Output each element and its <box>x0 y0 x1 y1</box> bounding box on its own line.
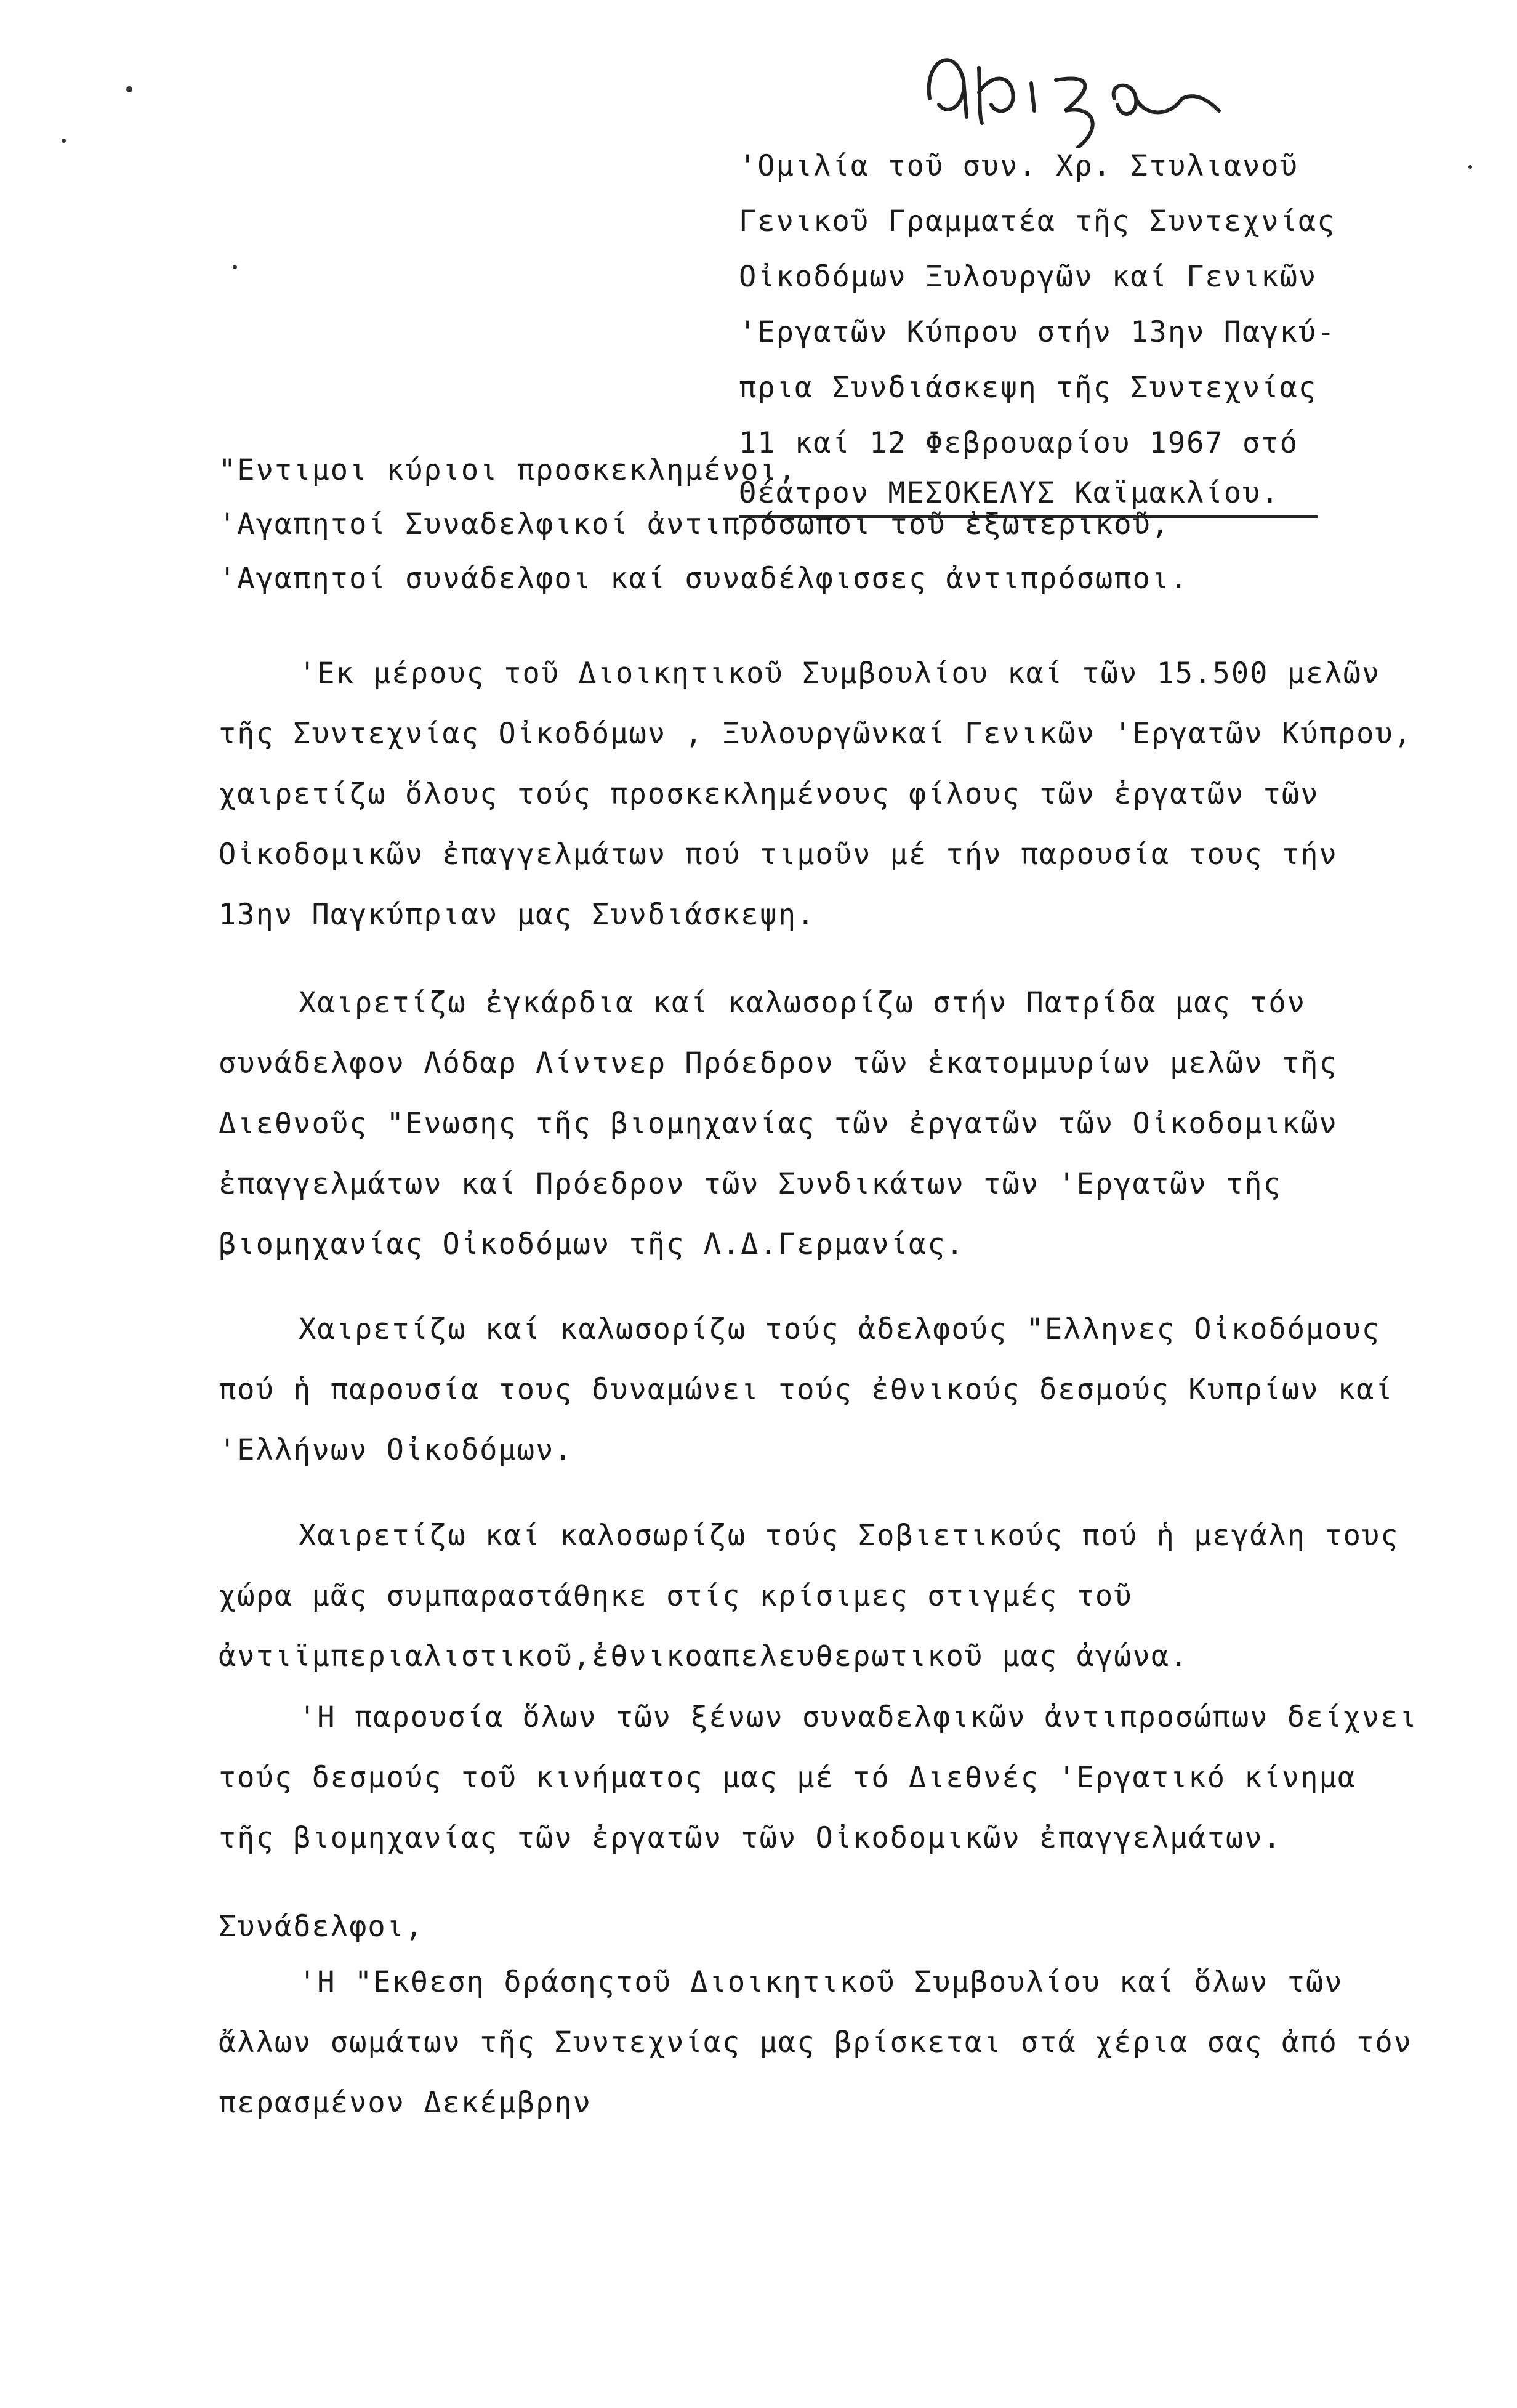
salutation-line: 'Αγαπητοί Συναδελφικοί ἀντιπρόσωποι τοῦ ἐξωτερικοῦ, <box>219 507 1170 541</box>
heading-line: 11 καί 12 Φεβρουαρίου 1967 στό <box>739 426 1298 460</box>
scan-speck <box>62 139 66 143</box>
paragraph: 'Η "Εκθεση δράσηςτοῦ Διοικητικοῦ Συμβουλίου καί ὅλων τῶν ἄλλων σωμάτων τῆς Συντεχνίας μας βρίσκεται στά χέρια σας ἀπό τόν περασμένον Δεκέμβρην <box>219 1965 1412 2120</box>
scan-speck <box>233 265 237 269</box>
salutation-line: 'Αγαπητοί συνάδελφοι καί συναδέλφισσες ἀντιπρόσωποι. <box>219 562 1189 596</box>
salutation-block <box>219 443 1388 606</box>
heading-line-venue: Θέατρον ΜΕΣΟΚΕΛΥΣ Καϊμακλίου. <box>739 471 1318 518</box>
scan-speck <box>126 86 132 92</box>
salutation-line: "Εντιμοι κύριοι προσκεκλημένοι, <box>219 453 797 487</box>
heading-line: πρια Συνδιάσκεψη τῆς Συντεχνίας <box>739 371 1318 405</box>
paragraph: 'Εκ μέρους τοῦ Διοικητικοῦ Συμβουλίου καί τῶν 15.500 μελῶν τῆς Συντεχνίας Οἰκοδόμων , Ξυλουργῶνκαί Γενικῶν 'Εργατῶν Κύπρου, χαιρετίζω ὅλους τούς προσκεκλημένους φίλους τῶν ἐργατῶν τῶν Οἰκοδομικῶν ἐπαγγελμάτων πού τιμοῦν μέ τήν παρουσία τους τήν 13ην Παγκύπριαν μας Συνδιάσκεψη. <box>219 657 1412 932</box>
heading-line: 'Εργατῶν Κύπρου στήν 13ην Παγκύ- <box>739 315 1336 349</box>
heading-line: Οἰκοδόμων Ξυλουργῶν καί Γενικῶν <box>739 260 1318 294</box>
heading-line: 'Ομιλία τοῦ συν. Χρ. Στυλιανοῦ <box>739 149 1298 183</box>
paragraph-address: Συνάδελφοι, <box>219 1910 424 1944</box>
handwritten-annotation <box>911 25 1231 148</box>
paragraph: Χαιρετίζω καί καλωσορίζω τούς ἀδελφούς "Ελληνες Οἰκοδόμους πού ἡ παρουσία τους δυναμώνει τούς ἐθνικούς δεσμούς Κυπρίων καί 'Ελλήνων Οἰκοδόμων. <box>219 1312 1394 1467</box>
scan-speck <box>1468 165 1472 169</box>
paragraph: Χαιρετίζω καί καλοσωρίζω τούς Σοβιετικούς πού ἡ μεγάλη τους χώρα μᾶς συμπαραστάθηκε στίς κρίσιμες στιγμές τοῦ ἀντιϊμπεριαλιστικοῦ,ἐθνικοαπελευθερωτικοῦ μας ἀγώνα. <box>219 1519 1399 1673</box>
paragraph: Χαιρετίζω ἐγκάρδια καί καλωσορίζω στήν Πατρίδα μας τόν συνάδελφον Λόδαρ Λίντνερ Πρόεδρον τῶν ἑκατομμυρίων μελῶν τῆς Διεθνοῦς "Ενωσης τῆς βιομηχανίας τῶν ἐργατῶν τῶν Οἰκοδομικῶν ἐπαγγελμάτων καί Πρόεδρον τῶν Συνδικάτων τῶν 'Εργατῶν τῆς βιομηχανίας Οἰκοδόμων τῆς Λ.Δ.Γερμανίας. <box>219 986 1338 1261</box>
paragraph: 'Η παρουσία ὅλων τῶν ξένων συναδελφικῶν ἀντιπροσώπων δείχνει τούς δεσμούς τοῦ κινήματος μας μέ τό Διεθνές 'Εργατικό κίνημα τῆς βιομηχανίας τῶν ἐργατῶν τῶν Οἰκοδομικῶν ἐπαγγελμάτων. <box>219 1700 1418 1855</box>
heading-line: Γενικοῦ Γραμματέα τῆς Συντεχνίας <box>739 204 1336 238</box>
